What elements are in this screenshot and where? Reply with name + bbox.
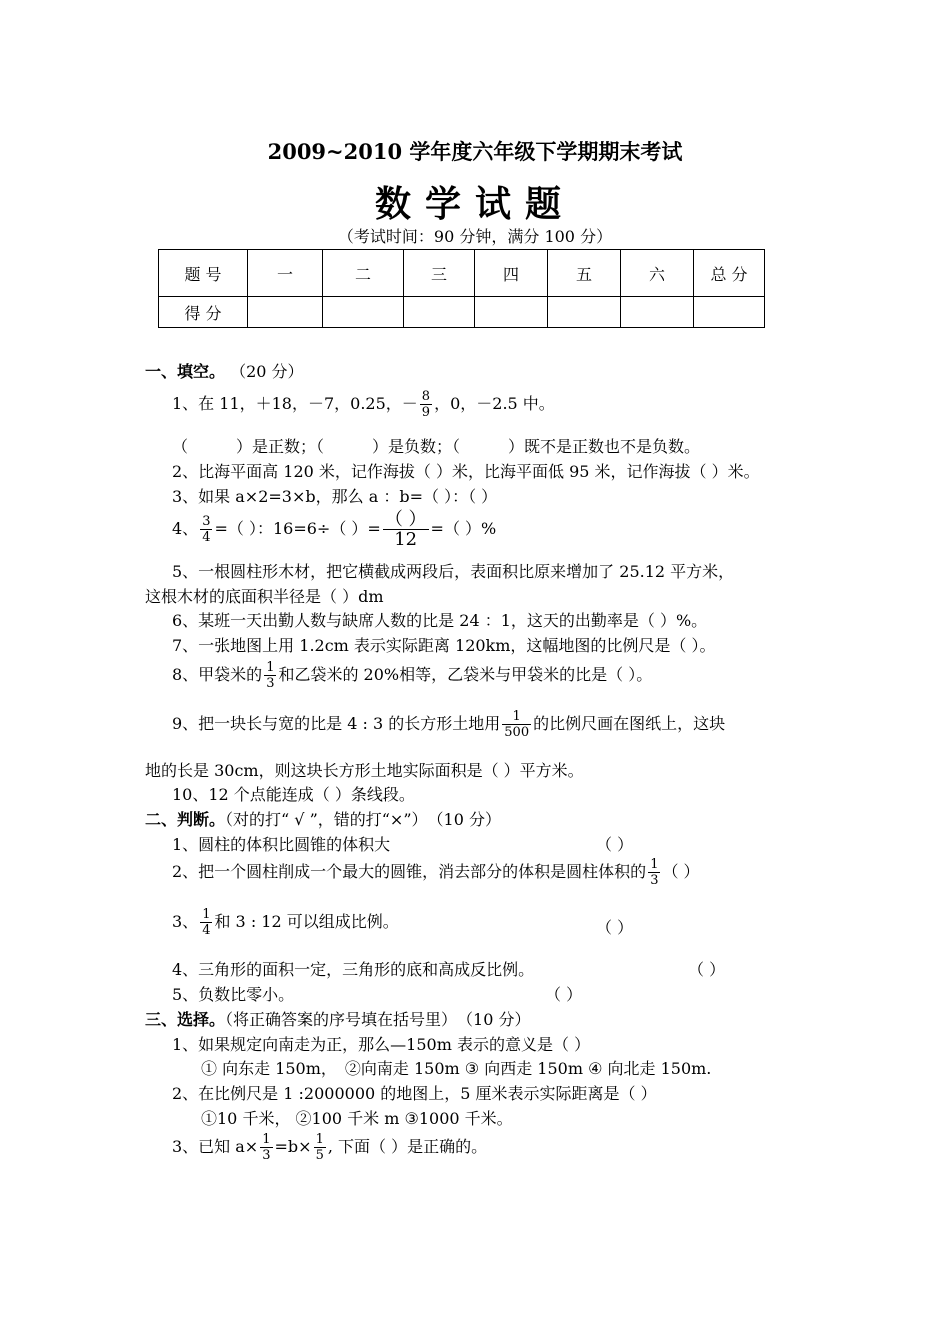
table-cell: 四 <box>475 250 548 297</box>
question-8 <box>172 660 652 691</box>
section1-heading-line <box>145 359 304 382</box>
question-text: 的比例尺画在图纸上，这块 <box>533 714 726 733</box>
question-5-cont: 这根木材的底面积半径是（ ）dm <box>145 587 384 606</box>
question-text: 9、把一块长与宽的比是 4 : 3 的长方形土地用 <box>172 714 501 733</box>
table-row <box>159 297 765 328</box>
question-text: 3、 <box>172 912 199 931</box>
question-text: =（ ）% <box>430 519 497 538</box>
answer-paren[interactable]: （ ） <box>545 985 583 1004</box>
table-row <box>159 250 765 297</box>
question-1-blanks: （ ）是正数；（ ）是负数；（ ）既不是正数也不是负数。 <box>172 437 701 456</box>
fraction: $\frac{3}{4}$ <box>202 514 211 545</box>
judge-1: 1、圆柱的体积比圆锥的体积大 <box>172 835 391 854</box>
fraction: $\frac{1}{5}$ <box>315 1132 324 1163</box>
section-desc: （将正确答案的序号填在括号里） （10 分） <box>225 1010 531 1029</box>
question-text: 和乙袋米的 20%相等，乙袋米与甲袋米的比是（ ）。 <box>278 665 653 684</box>
section-heading: 一、填空。 <box>145 362 226 381</box>
answer-paren[interactable]: （ ） <box>662 862 700 881</box>
judge-4: 4、三角形的面积一定，三角形的底和高成反比例。 <box>172 960 535 979</box>
question-6: 6、某班一天出勤人数与缺席人数的比是 24 ：1，这天的出勤率是（ ）%。 <box>172 611 708 630</box>
answer-paren[interactable]: （ ） <box>596 835 634 854</box>
exam-title: 2009~2010 学年度六年级下学期期末考试 <box>267 139 683 164</box>
score-cell[interactable] <box>621 297 694 328</box>
section-points: （20 分） <box>230 362 304 381</box>
answer-paren[interactable]: （ ） <box>596 918 634 937</box>
question-3: 3、如果 a×2=3×b，那么 a ：b=（ ）：（ ） <box>172 487 498 506</box>
question-text: , 下面（ ）是正确的。 <box>327 1137 488 1156</box>
question-text: =b× <box>274 1137 312 1156</box>
score-cell[interactable] <box>404 297 475 328</box>
question-text: 8、甲袋米的 <box>172 665 263 684</box>
choice-1-options: ① 向东走 150m， ②向南走 150m ③ 向西走 150m ④ 向北走 150m. <box>201 1059 712 1078</box>
judge-5: 5、负数比零小。 <box>172 985 295 1004</box>
question-text: 和 3 : 12 可以组成比例。 <box>214 912 399 931</box>
section2-heading-line <box>145 807 501 830</box>
question-9 <box>172 709 725 740</box>
table-cell: 总 分 <box>694 250 765 297</box>
table-cell: 六 <box>621 250 694 297</box>
judge-3 <box>172 907 399 938</box>
fraction: $\frac{( )}{12}$ <box>384 509 427 550</box>
score-cell[interactable] <box>323 297 404 328</box>
score-cell[interactable] <box>248 297 323 328</box>
fraction: $\frac{1}{4}$ <box>202 907 211 938</box>
choice-2-options: ①10 千米， ②100 千米 m ③1000 千米。 <box>201 1109 513 1128</box>
score-table <box>158 249 765 328</box>
question-9-cont: 地的长是 30cm，则这块长方形土地实际面积是（ ）平方米。 <box>145 761 584 780</box>
question-text: 4、 <box>172 519 199 538</box>
table-cell: 五 <box>548 250 621 297</box>
table-cell: 题 号 <box>159 250 248 297</box>
question-7: 7、一张地图上用 1.2cm 表示实际距离 120km，这幅地图的比例尺是（ ）。 <box>172 636 716 655</box>
question-5: 5、一根圆柱形木材，把它横截成两段后，表面积比原来增加了 25.12 平方米， <box>172 562 735 581</box>
question-text: 2、把一个圆柱削成一个最大的圆锥，消去部分的体积是圆柱体积的 <box>172 862 647 881</box>
question-text: =（ ）：16=6÷（ ）= <box>214 519 381 538</box>
subject-title: 数学试题 <box>374 183 575 225</box>
choice-3 <box>172 1132 487 1163</box>
fraction: $\frac{1}{3}$ <box>266 660 275 691</box>
section-heading: 三、选择。 <box>145 1010 226 1029</box>
fraction: $\frac{1}{500}$ <box>504 709 530 740</box>
score-cell[interactable] <box>475 297 548 328</box>
choice-1: 1、如果规定向南走为正，那么—150m 表示的意义是（ ） <box>172 1035 591 1054</box>
table-cell: 一 <box>248 250 323 297</box>
question-2: 2、比海平面高 120 米，记作海拔（ ）米，比海平面低 95 米，记作海拔（ ）米。 <box>172 462 760 481</box>
fraction: $\frac{1}{3}$ <box>262 1132 271 1163</box>
question-text: 3、已知 a× <box>172 1137 259 1156</box>
fraction: $\frac{8}{9}$ <box>421 389 431 420</box>
answer-paren[interactable]: （ ） <box>688 960 726 979</box>
section-heading: 二、判断。 <box>145 810 226 829</box>
judge-2 <box>172 857 700 888</box>
score-cell[interactable] <box>694 297 765 328</box>
score-cell[interactable] <box>548 297 621 328</box>
question-1 <box>172 389 555 420</box>
section3-heading-line <box>145 1007 530 1030</box>
section-desc: （对的打“ √ ”，错的打“×”） （10 分） <box>225 810 501 829</box>
table-cell: 三 <box>404 250 475 297</box>
question-text: 1、在 11，＋18，－7，0.25，－ <box>172 394 418 413</box>
question-4 <box>172 510 496 549</box>
table-cell: 得 分 <box>159 297 248 328</box>
exam-info: （考试时间：90 分钟，满分 100 分） <box>337 227 613 246</box>
table-cell: 二 <box>323 250 404 297</box>
question-text: ，0，－2.5 中。 <box>434 394 555 413</box>
fraction: $\frac{1}{3}$ <box>650 857 659 888</box>
question-10: 10、12 个点能连成（ ）条线段。 <box>172 785 415 804</box>
choice-2: 2、在比例尺是 1 :2000000 的地图上，5 厘米表示实际距离是（ ） <box>172 1084 657 1103</box>
